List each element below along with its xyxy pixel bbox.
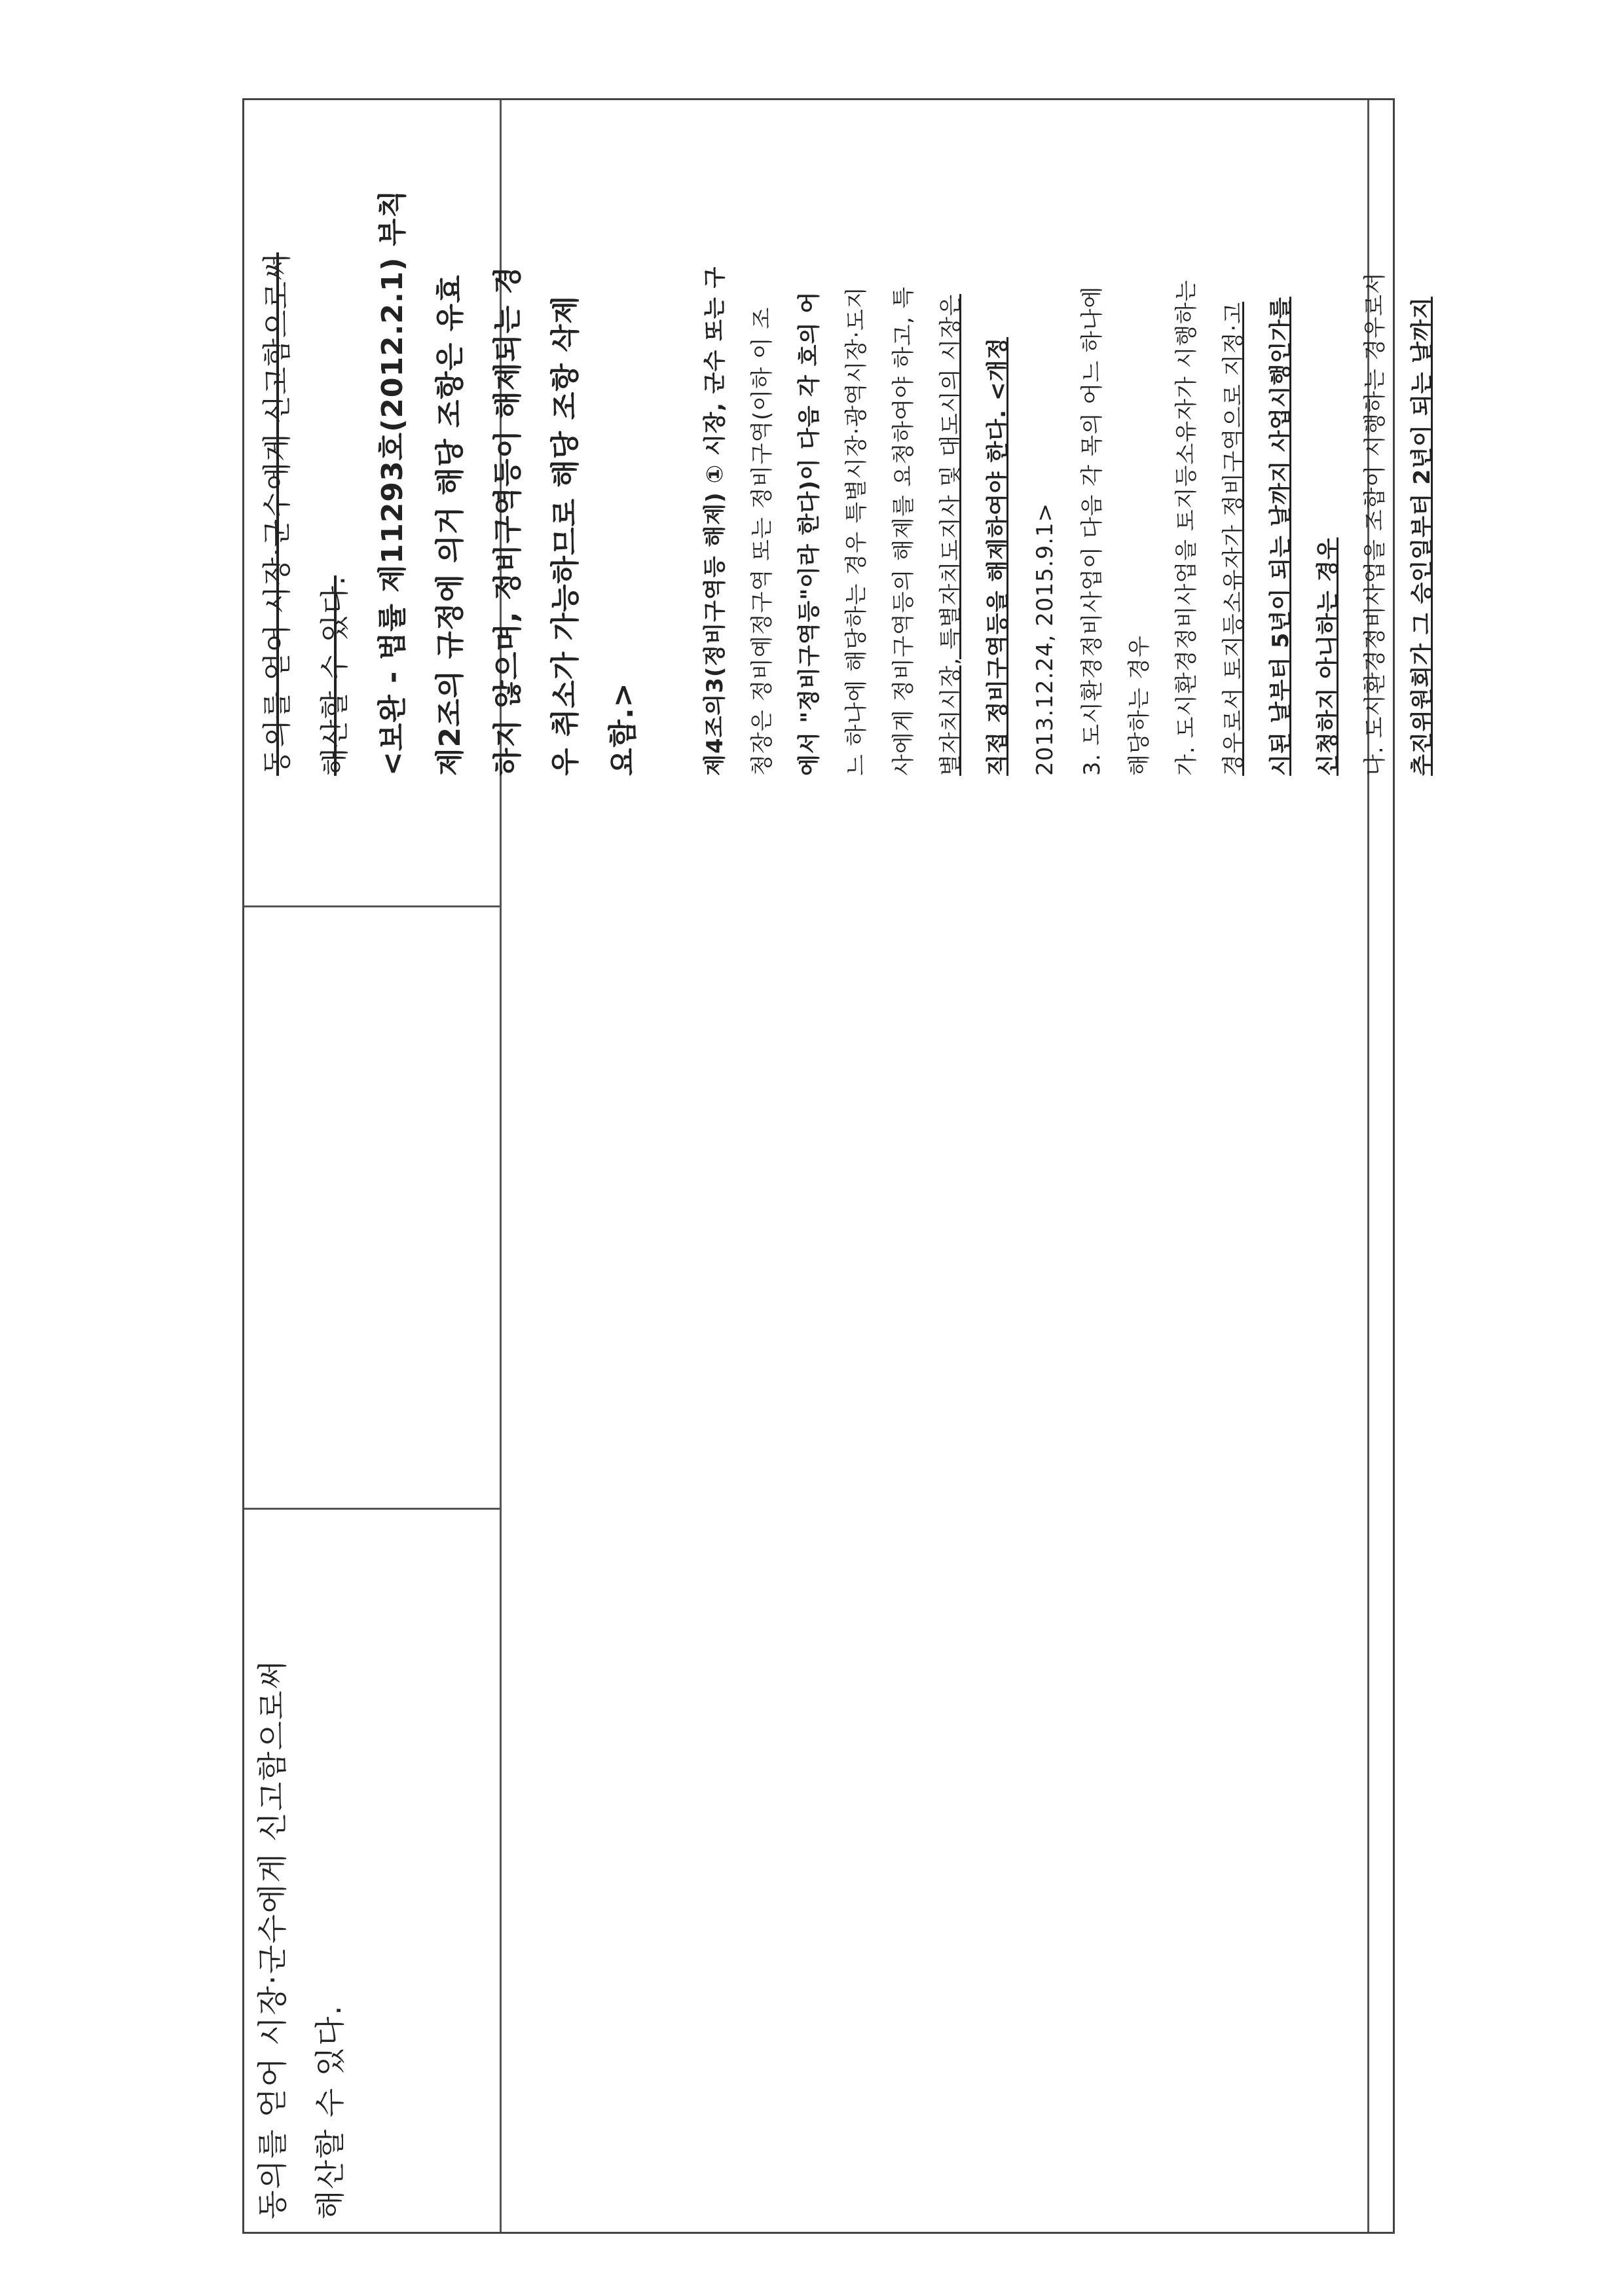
row-divider — [244, 905, 500, 907]
item-text: 추진위원회가 그 승인일부터 2년이 되는 날까지 — [1409, 297, 1435, 776]
review-note: 요함.> — [606, 682, 640, 776]
article-text: 에서 "정비구역등"이라 한다)이 다음 각 호의 어 — [796, 291, 822, 776]
original-text-cell — [244, 1434, 359, 2219]
deleted-text-line: 해산할 수 있다. — [318, 575, 352, 776]
item-text: 경우로서 토지등소유자가 정비구역으로 지정·고 — [1221, 301, 1247, 776]
review-note: 하지 않으며, 정비구역등이 해제되는 경 — [491, 265, 525, 776]
text-line: 동의를 얻어 시장·군수에게 신고함으로써 — [255, 1659, 290, 2219]
item-text: 가. 도시환경정비사업을 토지등소유자가 시행하는 — [1173, 280, 1200, 776]
text-line: 해산할 수 있다. — [312, 2004, 348, 2219]
article-text: 청장은 정비예정구역 또는 정비구역(이하 이 조 — [749, 306, 775, 776]
article-text: 사에게 정비구역등의 해제를 요청하여야 하고, 특 — [891, 286, 917, 776]
article-text: 2013.12.24, 2015.9.1> — [1032, 502, 1058, 776]
article-text: 별자치시장, 특별자치도지사 및 대도시의 시장은 — [938, 294, 964, 776]
review-note: <보완 - 법률 제11293호(2012.2.1) 부칙 — [376, 189, 409, 776]
deleted-text-line: 동의를 얻어 시장·군수에게 신고함으로써 — [261, 252, 294, 776]
item-text: 신청하지 아니하는 경우 — [1315, 537, 1341, 776]
item-text: 해당하는 경우 — [1126, 635, 1153, 776]
article-heading: 제4조의3(정비구역등 해제) ① 시장, 군수 또는 구 — [702, 266, 728, 776]
item-text: 시된 날부터 5년이 되는 날까지 사업시행인가를 — [1268, 297, 1294, 776]
review-note: 제2조의 규정에 의거 해당 조항은 유효 — [434, 274, 467, 776]
item-text: 3. 도시환경정비사업이 다음 각 목의 어느 하나에 — [1079, 285, 1105, 776]
amended-text-cell — [249, 88, 1446, 776]
article-text: 느 하나에 해당하는 경우 특별시장·광역시장·도지 — [843, 286, 870, 776]
spacer — [652, 88, 692, 776]
article-text: 직접 정비구역등을 해제하여야 한다. <개정 — [985, 337, 1011, 776]
item-text: 나. 도시환경정비사업을 조합이 시행하는 경우로서 — [1362, 272, 1388, 776]
review-note: 우 취소가 가능하므로 해당 조항 삭제 — [549, 295, 582, 776]
